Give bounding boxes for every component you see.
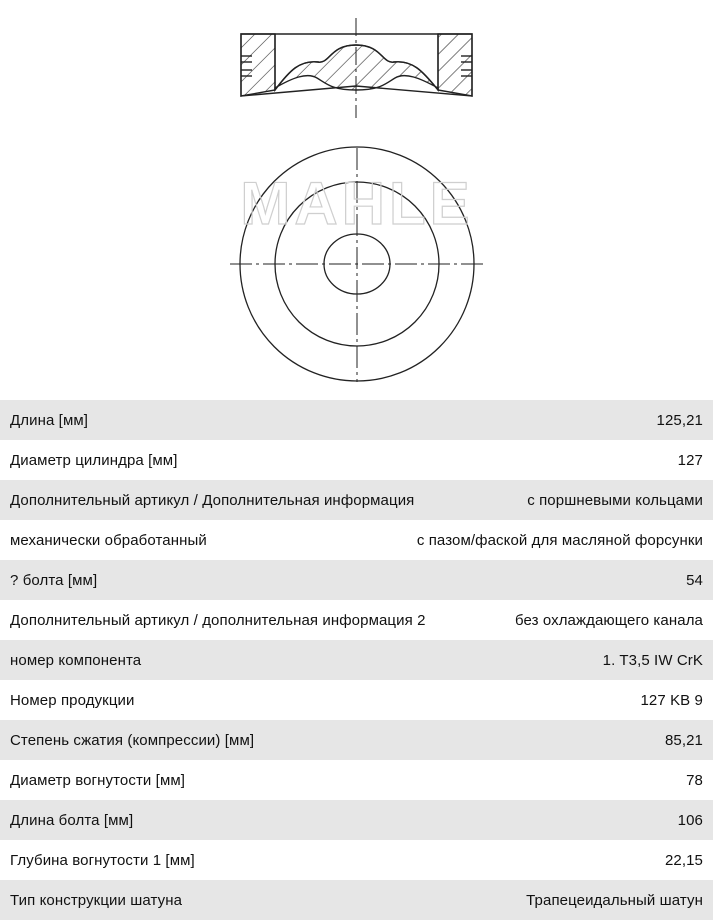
spec-value: с пазом/фаской для масляной форсунки xyxy=(416,531,703,549)
spec-row xyxy=(0,440,713,480)
spec-row xyxy=(0,640,713,680)
spec-table xyxy=(0,400,713,920)
spec-row xyxy=(0,600,713,640)
piston-drawing xyxy=(0,0,713,400)
spec-value: 127 KB 9 xyxy=(640,691,703,709)
spec-label: Тип конструкции шатуна xyxy=(10,891,183,909)
spec-value: 127 xyxy=(677,451,703,469)
piston-technical-drawing xyxy=(0,0,713,400)
spec-value: 1. T3,5 IW CrK xyxy=(602,651,703,669)
spec-label: Глубина вогнутости 1 [мм] xyxy=(10,851,195,869)
spec-label: механически обработанный xyxy=(10,531,207,549)
spec-value: Трапецеидальный шатун xyxy=(526,891,703,909)
spec-row xyxy=(0,400,713,440)
spec-label: Длина [мм] xyxy=(10,411,89,429)
spec-value: 78 xyxy=(686,771,703,789)
spec-row xyxy=(0,720,713,760)
spec-value: без охлаждающего канала xyxy=(514,611,703,629)
spec-label: Дополнительный артикул / дополнительная информация 2 xyxy=(10,611,426,629)
spec-value: 54 xyxy=(686,571,703,589)
spec-label: Длина болта [мм] xyxy=(10,811,134,829)
mahle-watermark: MAHLE xyxy=(240,170,474,237)
spec-label: номер компонента xyxy=(10,651,142,669)
spec-label: ? болта [мм] xyxy=(10,571,98,589)
spec-row xyxy=(0,800,713,840)
spec-row xyxy=(0,560,713,600)
spec-value: с поршневыми кольцами xyxy=(527,491,703,509)
spec-label: Диаметр цилиндра [мм] xyxy=(10,451,178,469)
spec-row xyxy=(0,680,713,720)
spec-row xyxy=(0,480,713,520)
spec-label: Степень сжатия (компрессии) [мм] xyxy=(10,731,255,749)
spec-row xyxy=(0,520,713,560)
spec-label: Номер продукции xyxy=(10,691,135,709)
spec-row xyxy=(0,840,713,880)
piston-section-view xyxy=(241,18,472,118)
spec-value: 22,15 xyxy=(664,851,703,869)
spec-value: 106 xyxy=(677,811,703,829)
spec-label: Дополнительный артикул / Дополнительная информация xyxy=(10,491,415,509)
spec-row xyxy=(0,880,713,920)
spec-label: Диаметр вогнутости [мм] xyxy=(10,771,186,789)
spec-row xyxy=(0,760,713,800)
spec-value: 85,21 xyxy=(664,731,703,749)
spec-value: 125,21 xyxy=(656,411,703,429)
